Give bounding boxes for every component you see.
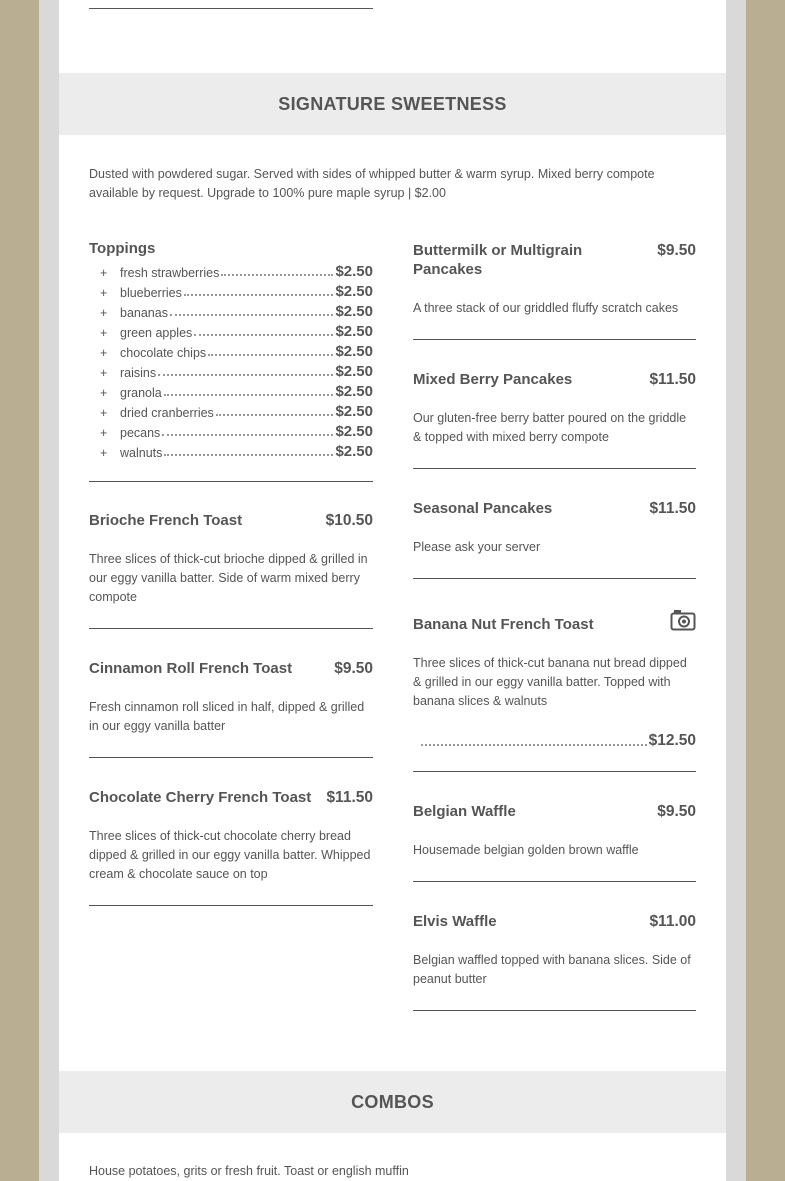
list-item xyxy=(89,420,373,440)
menu-item-buttermilk-pancakes xyxy=(413,241,696,318)
topping-name: dried cranberries xyxy=(120,406,214,420)
item-description: Fresh cinnamon roll sliced in half, dipped & grilled in our eggy vanilla batter xyxy=(89,700,365,733)
menu-item-brioche-french-toast xyxy=(89,511,373,607)
divider xyxy=(413,881,696,882)
topping-name: raisins xyxy=(120,366,157,380)
plus-icon: + xyxy=(100,366,108,380)
section-header-signature xyxy=(59,73,726,135)
dot-leader xyxy=(421,744,647,746)
item-price: $10.50 xyxy=(325,512,373,529)
item-name: Mixed Berry Pancakes xyxy=(413,371,573,388)
dot-leader xyxy=(221,274,333,276)
item-price: $11.00 xyxy=(649,913,696,930)
topping-name: granola xyxy=(120,386,162,400)
topping-price: $2.50 xyxy=(335,343,373,360)
topping-price: $2.50 xyxy=(335,363,373,380)
item-description: Three slices of thick-cut banana nut bread dipped & grilled in our eggy vanilla batter. Topped with banana slices & walnuts xyxy=(413,656,687,708)
list-item xyxy=(89,260,373,280)
topping-price: $2.50 xyxy=(335,303,373,320)
section-title: COMBOS xyxy=(351,1091,434,1112)
topping-price: $2.50 xyxy=(335,403,373,420)
price-row xyxy=(413,730,696,750)
plus-icon: + xyxy=(100,426,108,440)
combos-section-card xyxy=(59,1133,726,1181)
item-name: Elvis Waffle xyxy=(413,913,497,930)
plus-icon: + xyxy=(100,446,108,460)
dot-leader xyxy=(164,394,334,396)
item-description: A three stack of our griddled fluffy scratch cakes xyxy=(413,301,679,315)
topping-name: pecans xyxy=(120,426,161,440)
item-price: $11.50 xyxy=(326,789,373,806)
signature-section-card xyxy=(59,135,726,1071)
list-item xyxy=(89,400,373,420)
divider xyxy=(413,1010,696,1011)
toppings-title: Toppings xyxy=(89,240,156,257)
item-description: Our gluten-free berry batter poured on the griddle & topped with mixed berry compote xyxy=(413,411,687,444)
menu-item-mixed-berry-pancakes xyxy=(413,370,696,447)
menu-item-seasonal-pancakes xyxy=(413,499,696,557)
plus-icon: + xyxy=(100,266,108,280)
topping-name: bananas xyxy=(120,306,168,320)
topping-name: walnuts xyxy=(120,446,163,460)
plus-icon: + xyxy=(100,306,108,320)
item-price: $9.50 xyxy=(657,803,696,820)
dot-leader xyxy=(184,294,334,296)
item-price: $12.50 xyxy=(648,732,696,749)
menu-item-elvis-waffle xyxy=(413,912,696,989)
list-item xyxy=(89,380,373,400)
menu-item-chocolate-cherry-french-toast xyxy=(89,788,373,884)
item-description: Housemade belgian golden brown waffle xyxy=(413,843,639,857)
divider xyxy=(89,628,373,629)
item-description: Three slices of thick-cut chocolate cherry bread dipped & grilled in our eggy vanilla batter. Whipped cream & chocolate sauce on top xyxy=(89,829,371,881)
item-name: Chocolate Cherry French Toast xyxy=(89,789,312,806)
dot-leader xyxy=(164,454,333,456)
plus-icon: + xyxy=(100,286,108,300)
topping-price: $2.50 xyxy=(335,323,373,340)
divider xyxy=(89,481,373,482)
previous-section-card xyxy=(59,0,726,73)
item-name: Brioche French Toast xyxy=(89,512,243,529)
section-intro: Dusted with powdered sugar. Served with sides of whipped butter & warm syrup. Mixed berry compote available by request. Upgrade to 100% pure maple syrup | $2.00 xyxy=(89,167,655,200)
dot-leader xyxy=(208,354,333,356)
item-price: $11.50 xyxy=(649,500,696,517)
divider xyxy=(89,757,373,758)
item-description: Please ask your server xyxy=(413,540,541,554)
dot-leader xyxy=(162,434,333,436)
plus-icon: + xyxy=(100,386,108,400)
divider xyxy=(413,339,696,340)
item-price: $9.50 xyxy=(334,660,373,677)
topping-name: blueberries xyxy=(120,286,182,300)
section-header-combos xyxy=(59,1071,726,1133)
item-description: Three slices of thick-cut brioche dipped & grilled in our eggy vanilla batter. Side of warm mixed berry compote xyxy=(89,552,368,604)
right-column xyxy=(413,135,696,1071)
list-item xyxy=(89,440,373,460)
divider xyxy=(413,468,696,469)
dot-leader xyxy=(170,314,333,316)
topping-price: $2.50 xyxy=(335,263,373,280)
topping-name: fresh strawberries xyxy=(120,266,220,280)
divider xyxy=(89,905,373,906)
plus-icon: + xyxy=(100,346,108,360)
divider xyxy=(89,8,373,9)
section-title: SIGNATURE SWEETNESS xyxy=(278,93,507,114)
menu-item-cinnamon-roll-french-toast xyxy=(89,659,373,736)
topping-price: $2.50 xyxy=(335,443,373,460)
plus-icon: + xyxy=(100,326,108,340)
dot-leader xyxy=(216,414,334,416)
item-name: Buttermilk or Multigrain Pancakes xyxy=(413,242,583,278)
plus-icon: + xyxy=(100,406,108,420)
list-item xyxy=(89,300,373,320)
menu-item-belgian-waffle xyxy=(413,802,696,860)
toppings-list xyxy=(89,240,373,482)
list-item xyxy=(89,280,373,300)
left-column xyxy=(89,135,373,1071)
item-price: $9.50 xyxy=(657,242,696,259)
dot-leader xyxy=(158,374,333,376)
item-name: Belgian Waffle xyxy=(413,803,516,820)
topping-price: $2.50 xyxy=(335,383,373,400)
menu-item-banana-nut-french-toast xyxy=(413,609,696,750)
divider xyxy=(413,578,696,579)
list-item xyxy=(89,320,373,340)
item-price: $11.50 xyxy=(649,371,696,388)
topping-name: green apples xyxy=(120,326,193,340)
topping-price: $2.50 xyxy=(335,423,373,440)
item-description: Belgian waffled topped with banana slices. Side of peanut butter xyxy=(413,953,691,986)
topping-name: chocolate chips xyxy=(120,346,207,360)
divider xyxy=(413,771,696,772)
list-item xyxy=(89,340,373,360)
item-name: Seasonal Pancakes xyxy=(413,500,553,517)
item-name: Cinnamon Roll French Toast xyxy=(89,660,293,677)
list-item xyxy=(89,360,373,380)
item-name: Banana Nut French Toast xyxy=(413,616,594,633)
topping-price: $2.50 xyxy=(335,283,373,300)
camera-icon[interactable] xyxy=(670,609,696,631)
section-intro: House potatoes, grits or fresh fruit. Toast or english muffin xyxy=(89,1164,409,1178)
dot-leader xyxy=(194,334,333,336)
